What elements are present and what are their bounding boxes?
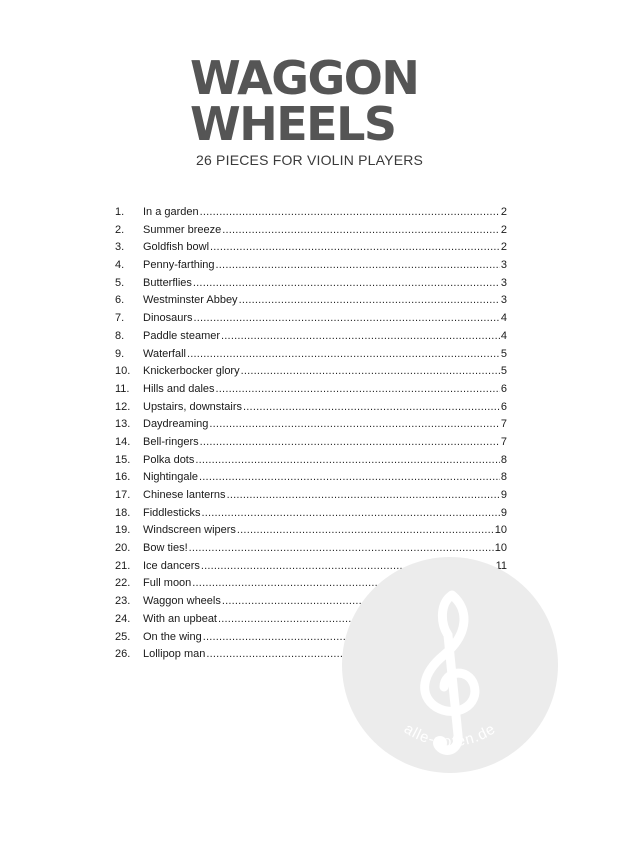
- toc-number: 6.: [115, 294, 125, 307]
- toc-title: In a garden: [143, 206, 199, 218]
- toc-title: Fiddlesticks: [143, 506, 201, 519]
- toc-leader-dots: [237, 522, 494, 540]
- toc-title: Nightingale: [143, 471, 199, 484]
- toc-leader-dots: [241, 363, 500, 381]
- toc-number: 5.: [115, 276, 125, 289]
- toc-row: [115, 204, 507, 222]
- toc-title: Westminster Abbey: [143, 294, 238, 307]
- watermark-logo: [340, 555, 560, 775]
- toc-page-number: 2: [500, 241, 507, 254]
- toc-number: 10.: [115, 365, 131, 378]
- toc-row: [115, 310, 507, 328]
- toc-leader-dots: [243, 399, 500, 417]
- toc-number: 11.: [115, 382, 130, 395]
- toc-page-number: 4: [500, 312, 507, 325]
- toc-page-number: 8: [500, 453, 507, 466]
- toc-number: 21.: [115, 559, 131, 572]
- toc-leader-dots: [216, 257, 500, 275]
- toc-leader-dots: [199, 469, 500, 487]
- toc-page-number: 7: [500, 418, 507, 431]
- toc-title: Summer breeze: [143, 223, 222, 236]
- toc-row: [115, 275, 507, 293]
- toc-page-number: 7: [500, 435, 507, 448]
- toc-row: [115, 505, 507, 523]
- toc-number: 4.: [115, 259, 125, 272]
- toc-leader-dots: [193, 275, 500, 293]
- toc-leader-dots: [221, 328, 500, 346]
- toc-number: 20.: [115, 542, 131, 555]
- toc-title: Bow ties!: [143, 542, 188, 555]
- toc-row: [115, 363, 507, 381]
- toc-title: Dinosaurs: [143, 312, 193, 325]
- toc-number: 9.: [115, 347, 125, 360]
- toc-row: [115, 522, 507, 540]
- toc-leader-dots: [200, 204, 500, 222]
- toc-page-number: 3: [500, 294, 507, 307]
- toc-leader-dots: [200, 434, 500, 452]
- toc-row: [115, 487, 507, 505]
- toc-page-number: 3: [500, 259, 507, 272]
- toc-row: [115, 222, 507, 240]
- toc-title: Chinese lanterns: [143, 489, 226, 501]
- toc-page-number: 4: [500, 329, 507, 342]
- toc-number: 8.: [115, 329, 125, 342]
- toc-row: [115, 381, 507, 399]
- toc-row: [115, 239, 507, 257]
- toc-leader-dots: [216, 381, 500, 399]
- toc-row: [115, 416, 507, 434]
- title-line-2: WHEELS: [190, 97, 396, 151]
- toc-title: Polka dots: [143, 453, 195, 466]
- toc-title: Hills and dales: [143, 382, 215, 395]
- toc-row: [115, 469, 507, 487]
- toc-leader-dots: [239, 292, 500, 310]
- toc-page-number: 10: [494, 542, 507, 555]
- toc-row: [115, 434, 507, 452]
- toc-number: 16.: [115, 471, 131, 484]
- toc-number: 3.: [115, 241, 125, 254]
- toc-title: Paddle steamer: [143, 329, 221, 342]
- toc-leader-dots: [227, 487, 500, 505]
- toc-page-number: 10: [494, 524, 507, 537]
- toc-number: 24.: [115, 612, 131, 625]
- toc-row: [115, 346, 507, 364]
- toc-number: 25.: [115, 630, 131, 643]
- toc-leader-dots: [222, 222, 500, 240]
- book-title: [190, 51, 450, 151]
- toc-title: Penny-farthing: [143, 259, 215, 272]
- toc-number: 19.: [115, 524, 131, 537]
- toc-row: [115, 257, 507, 275]
- toc-row: [115, 328, 507, 346]
- toc-title: Goldfish bowl: [143, 241, 210, 254]
- toc-title: With an upbeat: [143, 612, 217, 625]
- toc-page-number: 3: [500, 276, 507, 289]
- toc-row: [115, 399, 507, 417]
- toc-page-number: 6: [500, 382, 507, 395]
- toc-title: Waggon wheels: [143, 595, 221, 608]
- toc-title: Daydreaming: [143, 418, 209, 431]
- toc-leader-dots: [194, 310, 500, 328]
- toc-leader-dots: [201, 505, 499, 523]
- toc-leader-dots: [195, 452, 500, 470]
- toc-number: 17.: [115, 489, 131, 501]
- toc-leader-dots: [187, 346, 500, 364]
- toc-number: 1.: [115, 206, 125, 218]
- toc-row: [115, 292, 507, 310]
- toc-number: 13.: [115, 418, 131, 431]
- toc-number: 22.: [115, 577, 131, 590]
- watermark-text: alle-noten.de: [401, 720, 499, 751]
- toc-page-number: 2: [500, 223, 507, 236]
- toc-number: 26.: [115, 648, 131, 661]
- toc-number: 23.: [115, 595, 131, 608]
- toc-title: Lollipop man: [143, 648, 206, 661]
- toc-title: On the wing: [143, 630, 202, 643]
- toc-page-number: 9: [500, 489, 507, 501]
- toc-title: Waterfall: [143, 347, 186, 360]
- toc-page-number: 2: [500, 206, 507, 218]
- toc-title: Ice dancers: [143, 559, 200, 572]
- toc-leader-dots: [210, 239, 500, 257]
- toc-page-number: 6: [500, 400, 507, 413]
- toc-page-number: 8: [500, 471, 507, 484]
- toc-row: [115, 452, 507, 470]
- toc-title: Butterflies: [143, 276, 192, 289]
- toc-title: Upstairs, downstairs: [143, 400, 243, 413]
- toc-page-number: 5: [500, 365, 507, 378]
- toc-page-number: 9: [500, 506, 507, 519]
- subtitle: 26 PIECES FOR VIOLIN PLAYERS: [196, 152, 424, 168]
- title-line-1: WAGGON: [190, 51, 419, 105]
- toc-number: 15.: [115, 453, 131, 466]
- toc-title: Knickerbocker glory: [143, 365, 240, 378]
- toc-number: 7.: [115, 312, 125, 325]
- toc-leader-dots: [209, 416, 499, 434]
- toc-page-number: 11: [495, 559, 507, 572]
- toc-page-number: 5: [500, 347, 507, 360]
- toc-number: 2.: [115, 223, 125, 236]
- toc-number: 14.: [115, 435, 131, 448]
- toc-title: Bell-ringers: [143, 435, 199, 448]
- toc-number: 18.: [115, 506, 131, 519]
- toc-title: Windscreen wipers: [143, 524, 236, 537]
- toc-title: Full moon: [143, 577, 192, 590]
- toc-number: 12.: [115, 400, 131, 413]
